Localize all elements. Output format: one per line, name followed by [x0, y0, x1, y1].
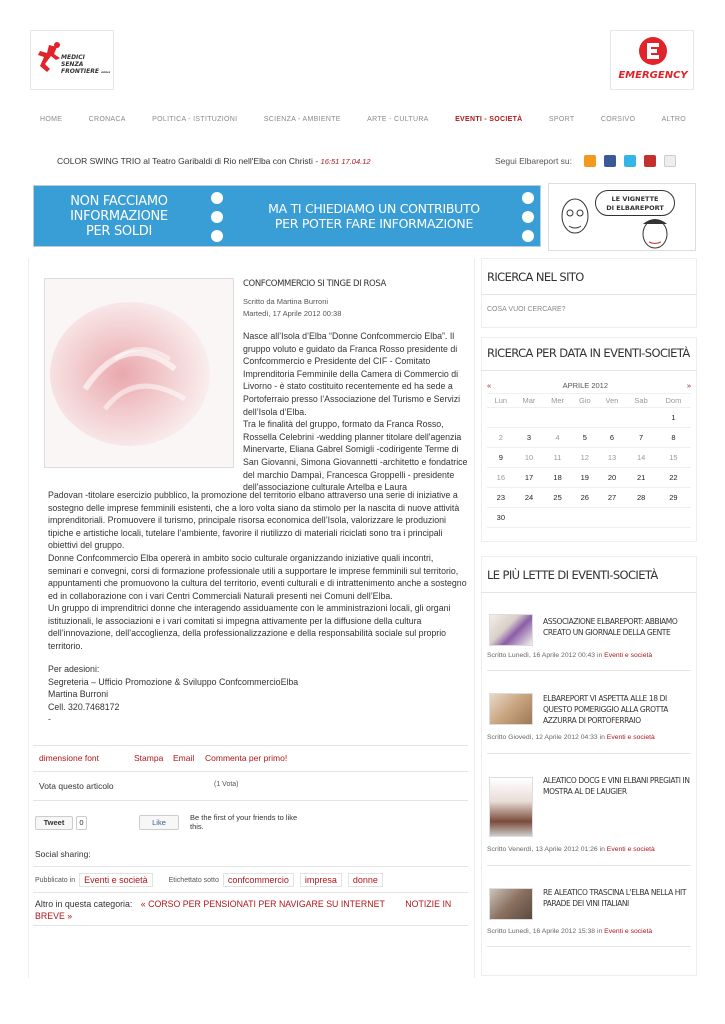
popular-thumb[interactable] [489, 777, 533, 837]
article-title[interactable]: CONFCOMMERCIO SI TINGE DI ROSA [243, 279, 386, 289]
ticker-headline[interactable]: COLOR SWING TRIO al Teatro Garibaldi di Rio nell'Elba con Christi [57, 156, 313, 166]
calendar-day[interactable]: 17 [515, 467, 544, 487]
popular-date: Scritto Giovedì, 12 Aprile 2012 04:33 in [487, 734, 605, 741]
msf-logo-line1: MEDICI [61, 54, 85, 61]
nav-item[interactable]: POLITICA - ISTITUZIONI [152, 116, 238, 123]
calendar-day [626, 507, 656, 527]
calendar-day[interactable]: 2 [487, 427, 515, 447]
search-box [481, 258, 697, 328]
calendar-next-link[interactable]: » [656, 379, 691, 393]
tweet-count: 0 [76, 816, 87, 830]
popular-heading: LE PIÙ LETTE DI EVENTI-SOCIETÀ [487, 568, 658, 582]
calendar-day[interactable]: 3 [515, 427, 544, 447]
nav-item[interactable]: CRONACA [88, 116, 126, 123]
calendar-week [487, 487, 691, 507]
twitter-icon[interactable] [624, 155, 636, 167]
email-link[interactable]: Email [173, 753, 195, 763]
calendar-weekday: Ven [598, 393, 627, 407]
calendar-weekday: Sab [626, 393, 656, 407]
vote-count: (1 Vota) [214, 781, 239, 788]
article-paragraph: Padovan -titolare esercizio pubblico, la promozione del territorio elbano attraverso una serie di iniziative a sostegno delle imprese femminili esistenti, che a loro volta siano da stimolo per la nascita di nuove attività imprenditoriali. Promuovere il turismo, principale risorsa economica dell’Isola, valorizzare le produzioni tipiche e artistiche locali, tutelare l’ambiente, favorire il riutilizzo di materiali riciclati sono tra i principali obiettivi del gruppo. [48, 490, 460, 551]
flickr-icon[interactable] [664, 155, 676, 167]
calendar-day[interactable]: 22 [656, 467, 691, 487]
calendar-weekday: Gio [572, 393, 598, 407]
divider [33, 771, 468, 772]
calendar-day[interactable]: 10 [515, 447, 544, 467]
tweet-button[interactable]: Tweet [35, 816, 73, 830]
calendar-prev-link[interactable]: « [487, 379, 515, 393]
calendar-day [543, 407, 572, 427]
caricature-left-icon [555, 188, 595, 248]
next-article-link[interactable]: NOTIZIE IN BREVE » [35, 899, 452, 921]
divider [481, 370, 697, 371]
comment-link[interactable]: Commenta per primo! [205, 753, 288, 763]
calendar-day[interactable]: 21 [626, 467, 656, 487]
calendar-week [487, 447, 691, 467]
banner-right-line: PER POTER FARE INFORMAZIONE [274, 216, 474, 231]
contact-line: Martina Burroni [48, 689, 109, 700]
emergency-logo-text: EMERGENCY [618, 70, 688, 81]
divider [481, 294, 697, 295]
contact-line: Per adesioni: [48, 664, 100, 674]
search-input[interactable]: COSA VUOI CERCARE? [487, 306, 566, 313]
popular-meta [487, 734, 655, 741]
divider [33, 866, 468, 867]
nav-item[interactable]: EVENTI - SOCIETÀ [455, 116, 523, 123]
font-size-link[interactable]: dimensione font [39, 753, 100, 763]
popular-category-link[interactable]: Eventi e società [606, 846, 655, 853]
calendar-day[interactable]: 6 [598, 427, 627, 447]
calendar-day [626, 407, 656, 427]
calendar-day[interactable]: 23 [487, 487, 515, 507]
donation-banner[interactable] [33, 185, 541, 247]
calendar-day[interactable]: 7 [626, 427, 656, 447]
banner-left-text [54, 194, 184, 239]
banner-left-line: INFORMAZIONE [70, 209, 168, 224]
contact-line: Segreteria – Ufficio Promozione & Sviluppo ConfcommercioElba [48, 676, 299, 687]
banner-left-line: NON FACCIAMO [70, 194, 168, 209]
popular-title[interactable]: ASSOCIAZIONE ELBAREPORT: ABBIAMO CREATO UN GIORNALE DELLA GENTE [543, 617, 678, 637]
divider [33, 925, 468, 926]
calendar-day [572, 407, 598, 427]
calendar-day[interactable]: 1 [656, 407, 691, 427]
calendar-nav-row [487, 379, 691, 393]
calendar-weekdays [487, 393, 691, 407]
popular-meta [487, 652, 652, 659]
vignette-line: LE VIGNETTE [611, 195, 659, 203]
rss-icon[interactable] [584, 155, 596, 167]
article-paragraph: Un gruppo di imprenditrici donne che interagendo assiduamente con le amministrazioni locali, gli organi istituzionali, le associazioni e i vari comitati si impegna attivamente per la diffusione della cultura dell’innovazione, dell’accoglienza, della professionalizzazione e della responsabilità sociale sul proprio territorio. [48, 603, 451, 651]
calendar-week [487, 407, 691, 427]
popular-title[interactable]: ALEATICO DOCG E VINI ELBANI PREGIATI IN MOSTRA AL DE LAUGIER [543, 776, 690, 796]
calendar-day [572, 507, 598, 527]
msf-logo[interactable] [30, 30, 114, 90]
contact-line: - [48, 714, 51, 725]
banner-punch-hole [211, 192, 223, 204]
calendar-week [487, 467, 691, 487]
popular-date: Scritto Venerdì, 13 Aprile 2012 01:26 in [487, 846, 605, 853]
calendar-day [598, 507, 627, 527]
calendar-day [543, 507, 572, 527]
calendar-day[interactable]: 9 [487, 447, 515, 467]
article-paragraph: Donne Confcommercio Elba opererà in ambito socio culturale organizzando iniziative quali incontri, seminari e convegni, corsi di formazione professionale utili a supportare le imprese femminili sul territorio, appuntamenti che promuovono la cultura del territorio, eventi culturali e di intrattenimento anche a sostegno ed in collaborazione con i vari Centri Commerciali Naturali presenti nei Comuni dell’Elba. [48, 553, 467, 601]
facebook-icon[interactable] [604, 155, 616, 167]
divider [487, 670, 691, 671]
calendar-day [598, 407, 627, 427]
article-paragraph: Tra le finalità del gruppo, formato da Franca Rosso, Rossella Celebrini -wedding planner titolare dell'agenzia Minervarte, Eliana Gabrel Somigli -codirigente Terme di San Giovanni, Simona Giovannetti -architetto e fondatrice del marchio Dampaì, Francesca Groppelli - presidente dell'associazione culturale Artelba e Laura [243, 419, 468, 493]
calendar-day[interactable]: 20 [598, 467, 627, 487]
calendar-day[interactable]: 25 [543, 487, 572, 507]
calendar-day[interactable]: 29 [656, 487, 691, 507]
calendar-day[interactable]: 5 [572, 427, 598, 447]
ticker-time: 16:51 17.04.12 [320, 157, 371, 166]
divider [481, 592, 697, 593]
calendar-week [487, 507, 691, 527]
contact-line: Cell. 320.7468172 [48, 701, 120, 712]
calendar-day [487, 407, 515, 427]
banner-punch-hole [211, 230, 223, 242]
calendar-day[interactable]: 24 [515, 487, 544, 507]
banner-right-line: MA TI CHIEDIAMO UN CONTRIBUTO [268, 201, 480, 216]
vignette-bubble [595, 190, 675, 216]
nav-item[interactable]: CORSIVO [600, 116, 636, 123]
calendar-day[interactable]: 4 [543, 427, 572, 447]
calendar-day[interactable]: 26 [572, 487, 598, 507]
calendar-day [515, 407, 544, 427]
popular-meta [487, 928, 652, 935]
nav-item[interactable]: SPORT [548, 116, 575, 123]
calendar-weekday: Mar [515, 393, 544, 407]
banner-right-text [229, 201, 519, 231]
vignette-banner[interactable] [548, 183, 696, 251]
banner-left-line: PER SOLDI [85, 224, 153, 239]
tag-link[interactable]: confcommercio [223, 873, 294, 887]
follow-label: Segui Elbareport su: [495, 156, 573, 166]
article-photo-rose [44, 278, 234, 468]
tag-link[interactable]: donne [348, 873, 383, 887]
divider [33, 800, 468, 801]
calendar-day[interactable]: 16 [487, 467, 515, 487]
vote-label: Vota questo articolo [39, 781, 114, 791]
calendar-day[interactable]: 19 [572, 467, 598, 487]
date-search-heading: RICERCA PER DATA IN EVENTI-SOCIETÀ [487, 346, 690, 360]
popular-title[interactable]: RE ALEATICO TRASCINA L'ELBA NELLA HIT PARADE DEI VINI ITALIANI [543, 888, 687, 908]
calendar-day[interactable]: 28 [626, 487, 656, 507]
social-sharing-label: Social sharing: [35, 849, 91, 859]
caricature-right-icon [635, 214, 675, 252]
popular-category-link[interactable]: Eventi e società [604, 652, 653, 659]
calendar-day [656, 507, 691, 527]
divider [487, 946, 691, 947]
calendar-day[interactable]: 30 [487, 507, 515, 527]
rose-image [45, 279, 234, 468]
calendar-days [487, 407, 691, 527]
calendar-weekday: Mer [543, 393, 572, 407]
popular-category-link[interactable]: Eventi e società [604, 928, 653, 935]
msf-logo-line2: SENZA FRONTIERE [61, 61, 99, 75]
article-contacts [48, 663, 468, 726]
banner-punch-hole [522, 211, 534, 223]
nav-item[interactable]: ALTRO [661, 116, 686, 123]
nav-item[interactable]: HOME [40, 116, 63, 123]
calendar-day[interactable]: 15 [656, 447, 691, 467]
popular-date: Scritto Lunedì, 16 Aprile 2012 00:43 in [487, 652, 603, 659]
calendar-day [515, 507, 544, 527]
calendar-day[interactable]: 27 [598, 487, 627, 507]
youtube-icon[interactable] [644, 155, 656, 167]
nav-item[interactable]: ARTE - CULTURA [367, 116, 429, 123]
news-ticker[interactable] [57, 156, 371, 166]
msf-logo-small: onlus [101, 70, 111, 74]
search-heading: RICERCA NEL SITO [487, 270, 584, 284]
emergency-logo[interactable] [610, 30, 694, 90]
published-in-label: Pubblicato in [35, 876, 76, 884]
print-link[interactable]: Stampa [134, 753, 164, 763]
calendar-day[interactable]: 8 [656, 427, 691, 447]
follow-bar [495, 155, 676, 167]
main-nav [28, 116, 698, 136]
like-button[interactable]: Like [139, 815, 179, 830]
calendar-day[interactable]: 13 [598, 447, 627, 467]
nav-item[interactable]: SCIENZA - AMBIENTE [263, 116, 341, 123]
divider [487, 753, 691, 754]
banner-punch-hole [522, 230, 534, 242]
calendar-weekday: Lun [487, 393, 515, 407]
popular-thumb[interactable] [489, 888, 533, 920]
calendar-month: APRILE 2012 [515, 379, 656, 393]
article-date: Martedì, 17 Aprile 2012 00:38 [243, 309, 342, 318]
related-articles [35, 898, 465, 922]
banner-punch-hole [211, 211, 223, 223]
divider [33, 892, 468, 893]
category-link[interactable]: Eventi e società [79, 873, 153, 887]
calendar [487, 379, 691, 528]
tagged-label: Etichettato sotto [168, 876, 219, 884]
article-author: Scritto da Martina Burroni [243, 297, 329, 306]
calendar-day[interactable]: 18 [543, 467, 572, 487]
calendar-week [487, 427, 691, 447]
calendar-day[interactable]: 12 [572, 447, 598, 467]
tag-link[interactable]: impresa [300, 873, 342, 887]
divider [487, 865, 691, 866]
popular-title[interactable]: ELBAREPORT VI ASPETTA ALLE 18 DI QUESTO POMERIGGIO ALLA GROTTA AZZURRA DI PORTOFERRAIO [543, 694, 669, 725]
popular-thumb[interactable] [489, 693, 533, 725]
article-body-column [243, 330, 468, 494]
more-in-category-label: Altro in questa categoria: [35, 899, 133, 909]
article-taxonomy [35, 873, 389, 887]
calendar-weekday: Dom [656, 393, 691, 407]
emergency-e-icon [638, 36, 668, 66]
prev-article-link[interactable]: « CORSO PER PENSIONATI PER NAVIGARE SU INTERNET [140, 899, 385, 909]
article-paragraph: Nasce all’Isola d’Elba “Donne Confcommercio Elba”. Il gruppo voluto e guidato da Franca Rosso presidente di Confcommercio e Presidente del CIF - Comitato Imprenditoria Femminile della Camera di Commercio di Livorno - è stato costituito recentemente ed ha sede a Portoferraio presso l’Associazione del Turismo e Servizi dell’Isola d’Elba. [243, 331, 461, 417]
vignette-line: DI ELBAREPORT [606, 204, 664, 212]
calendar-day[interactable]: 14 [626, 447, 656, 467]
popular-category-link[interactable]: Eventi e società [606, 734, 655, 741]
banner-punch-hole [522, 192, 534, 204]
ticker-separator: - [315, 156, 319, 166]
popular-thumb[interactable] [489, 614, 533, 646]
like-text: Be the first of your friends to like this. [190, 813, 298, 831]
divider [33, 745, 468, 746]
popular-date: Scritto Lunedì, 16 Aprile 2012 15:38 in [487, 928, 603, 935]
calendar-day[interactable]: 11 [543, 447, 572, 467]
popular-meta [487, 846, 655, 853]
